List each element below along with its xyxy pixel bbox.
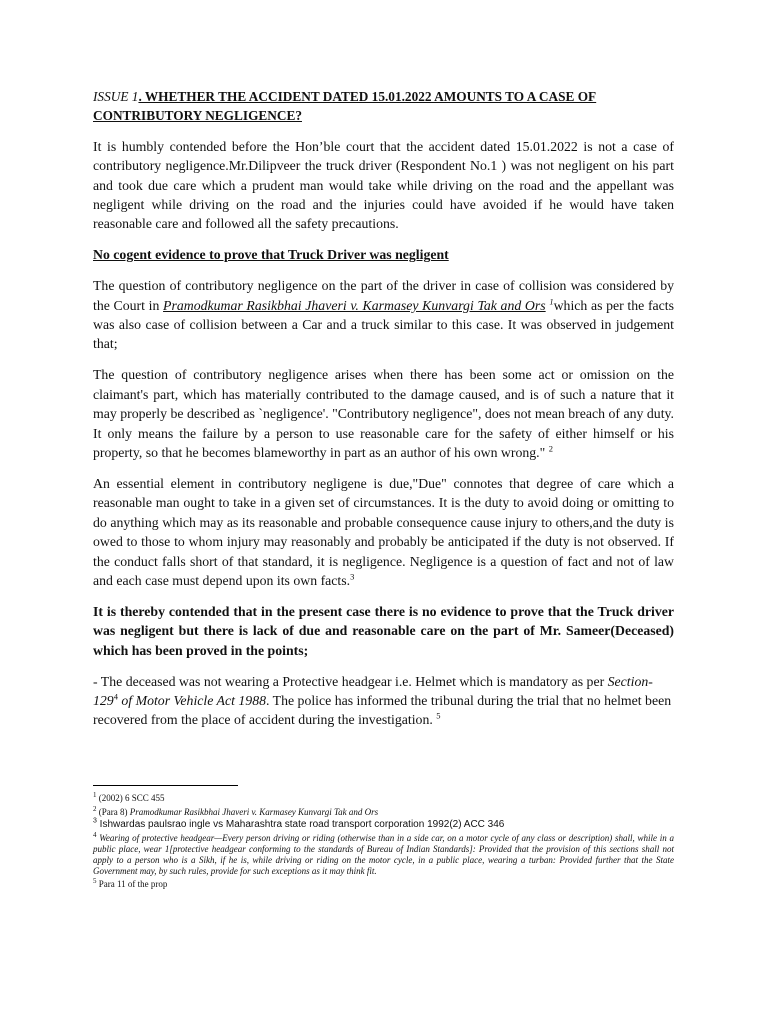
para3-text: The question of contributory negligence arises when there has been some act or omission on the claimant's part, which has materially contributed to the damage caused, and is of such a nature that it may properly be described as `negligence'. "Contributory negligence", does not mean breach of any duty. It only means the failure by a person to use reasonable care for the safety of either himself or his property, so that he becomes blameworthy in part as an author of his own wrong." (93, 367, 674, 460)
paragraph-helmet-point (93, 672, 674, 730)
footnote-number: 5 (93, 877, 97, 885)
issue-heading (93, 87, 674, 126)
section-reference: Section-129 (93, 673, 653, 708)
para6-text-after: . The police has informed the tribunal during the trial that no helmet been recovered from the place of accident during the investigation. (93, 692, 672, 728)
footnote-number: 2 (93, 804, 97, 813)
para2-text-before: The question of contributory negligence on the part of the driver in case of collision was considered by the Court in (93, 278, 674, 313)
para4-text: An essential element in contributory negligene is due,"Due" connotes that degree of care which a reasonable man ought to take in a given set of circumstances. It is the duty to avoid doing or omitting to do anything which may as its reasonable and probable consequence cause injury to others,and the duty is owed to those to whom injury may reasonably and probably be anticipated if the duty is not observed. If the conduct falls short of that standard, it is negligence. Negligence is a question of fact and not of law and each case must depend upon its own facts. (93, 475, 674, 588)
paragraph-quote-contributory (93, 365, 674, 462)
footnote-text: Wearing of protective headgear—Every person driving or riding (otherwise than in a side car, on a motor cycle of any class or description) shall, while in a public place, wear 1[protective headgear conforming to the standards of Bureau of Indian Standards]: Provided that the provision of this sections shall not apply to a person who is a Sikh, if he is, while driving or riding on the motor cycle, in a public place, wearing a turban: Provided further that the State Government may, by such rules, provide for such exceptions as it may think fit. (93, 832, 674, 876)
footnotes-section (93, 785, 674, 892)
case-name-link[interactable]: Pramodkumar Rasikbhai Jhaveri v. Karmasey Kunvargi Tak and Ors (163, 297, 546, 313)
footnote-ref-3[interactable]: 3 (350, 571, 355, 582)
footnote-text: Ishwardas paulsrao ingle vs Maharashtra state road transport corporation 1992(2) ACC 346 (96, 819, 505, 830)
footnote-5 (93, 878, 674, 890)
footnote-2 (93, 806, 674, 818)
issue-title: . WHETHER THE ACCIDENT DATED 15.01.2022 AMOUNTS TO A CASE OF CONTRIBUTORY NEGLIGENCE? (93, 89, 597, 124)
footnote-ref-2[interactable]: 2 (548, 443, 553, 454)
footnote-number: 1 (93, 791, 97, 799)
footnote-4 (93, 830, 674, 877)
footnote-text: Para 11 of the prop (96, 879, 168, 889)
paragraph-due-care (93, 474, 674, 590)
para2-text-after: which as per the facts was also case of collision between a Car and a truck similar to this case. It was observed in judgement that; (93, 297, 675, 352)
footnote-ref-1[interactable]: 1 (549, 296, 554, 307)
act-reference: of Motor Vehicle Act 1988 (117, 692, 266, 708)
footnote-separator (93, 785, 238, 786)
paragraph-case-reference (93, 276, 674, 354)
footnote-3 (93, 819, 674, 831)
footnote-number: 3 (93, 817, 97, 825)
document-body (93, 87, 674, 741)
section-heading-no-evidence: No cogent evidence to prove that Truck Driver was negligent (93, 247, 449, 263)
footnote-text: (2002) 6 SCC 455 (96, 793, 165, 803)
footnote-ref-4[interactable]: 4 (113, 691, 118, 702)
para6-text-before: - The deceased was not wearing a Protective headgear i.e. Helmet which is mandatory as per (93, 673, 608, 689)
footnote-prefix: (Para 8) (96, 806, 130, 817)
paragraph-contention: It is humbly contended before the Hon’ble court that the accident dated 15.01.2022 is not a case of contributory negligence.Mr.Dilipveer the truck driver (Respondent No.1 ) was not negligent on his part and took due care which a prudent man would take while driving on the road and the appellant was negligent while driving on the road and the injuries could have avoided if he would have taken reasonable care and followed all the safety precautions. (93, 138, 674, 232)
footnote-number: 4 (93, 830, 97, 839)
paragraph-bold-contention: It is thereby contended that in the present case there is no evidence to prove that the Truck driver was negligent but there is lack of due and reasonable care on the part of Mr. Sameer(Deceased) which has been proved in the points; (93, 603, 674, 658)
footnote-1 (93, 792, 674, 804)
footnote-ref-5[interactable]: 5 (436, 710, 441, 721)
footnote-case-name: Pramodkumar Rasikbhai Jhaveri v. Karmasey Kunvargi Tak and Ors (129, 806, 379, 817)
issue-label: ISSUE 1 (93, 89, 139, 104)
